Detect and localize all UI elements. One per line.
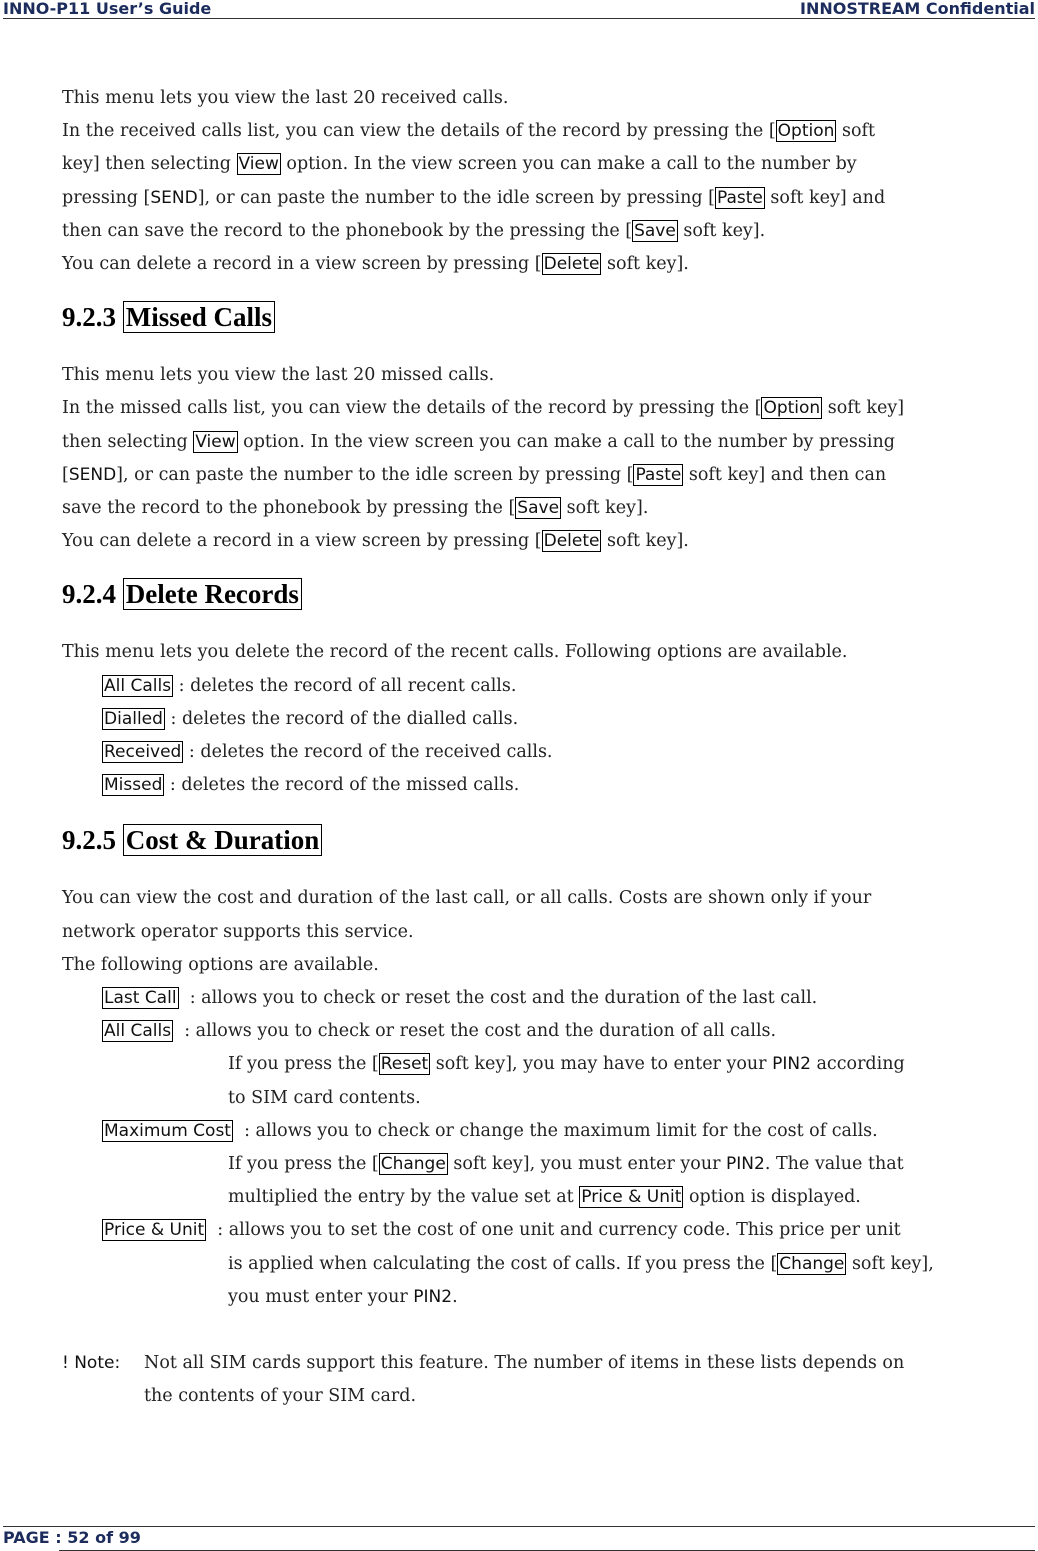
paragraph: save the record to the phonebook by pressing the [ Save soft key]. (62, 498, 649, 519)
price-unit-key: Price & Unit (581, 1187, 682, 1208)
paragraph: key] then selecting View option. In the view screen you can make a call to the number by (62, 154, 857, 175)
list-item: Price & Unit : allows you to set the cost of one unit and currency code. This price per unit (104, 1220, 901, 1241)
price-unit-key: Price & Unit (104, 1220, 205, 1241)
list-item: Missed : deletes the record of the missed calls. (104, 775, 520, 796)
option-key: Option (763, 398, 821, 419)
send-key: SEND (68, 464, 117, 485)
last-call-key: Last Call (104, 988, 177, 1009)
delete-records-section (62, 636, 1034, 802)
reset-key: Reset (380, 1054, 429, 1075)
page-content (62, 82, 1034, 1414)
save-key: Save (517, 498, 560, 519)
section-heading-missed-calls: 9.2.3 Missed Calls (62, 297, 1034, 337)
paragraph: [SEND], or can paste the number to the idle screen by pressing [ Paste soft key] and then can (62, 464, 887, 485)
list-item: All Calls : allows you to check or reset the cost and the duration of all calls. (104, 1021, 777, 1042)
paragraph: You can delete a record in a view screen by pressing [ Delete soft key]. (62, 254, 689, 275)
list-item: Dialled : deletes the record of the dialled calls. (104, 708, 519, 729)
paragraph: is applied when calculating the cost of calls. If you press the [ Change soft key], (228, 1253, 934, 1274)
list-item: Received : deletes the record of the received calls. (104, 742, 553, 763)
all-calls-key: All Calls (104, 1021, 172, 1042)
paste-key: Paste (635, 464, 682, 485)
section-heading-delete-records: 9.2.4 Delete Records (62, 574, 1034, 614)
paragraph: In the missed calls list, you can view the details of the record by pressing the [ Option soft key] (62, 398, 905, 419)
view-key: View (195, 431, 236, 452)
pin2-term: PIN2 (772, 1054, 811, 1075)
delete-key: Delete (543, 531, 600, 552)
paragraph: The following options are available. (62, 954, 379, 975)
paste-key: Paste (716, 187, 763, 208)
paragraph: In the received calls list, you can view the details of the record by pressing the [ Option soft (62, 121, 875, 142)
note-text: Not all SIM cards support this feature. The number of items in these lists depends on the contents of your SIM card. (144, 1353, 905, 1407)
paragraph: you must enter your PIN2. (228, 1286, 458, 1307)
page-footer (3, 1526, 1035, 1551)
paragraph: multiplied the entry by the value set at Price & Unit option is displayed. (228, 1187, 861, 1208)
paragraph: If you press the [ Change soft key], you must enter your PIN2. The value that (228, 1154, 904, 1175)
header-doc-title: INNO-P11 User’s Guide (3, 0, 212, 18)
note-label: ! Note: (62, 1353, 121, 1374)
maximum-cost-key: Maximum Cost (104, 1120, 231, 1141)
paragraph: then can save the record to the phonebook by the pressing the [ Save soft key]. (62, 220, 766, 241)
paragraph: network operator supports this service. (62, 921, 414, 942)
cost-duration-section (62, 882, 1034, 1314)
missed-calls-section (62, 359, 1034, 558)
header-confidential: INNOSTREAM Confidential (800, 0, 1035, 18)
note-block (62, 1347, 1034, 1413)
paragraph: If you press the [ Reset soft key], you may have to enter your PIN2 according (228, 1054, 905, 1075)
save-key: Save (634, 220, 676, 241)
change-key: Change (779, 1253, 845, 1274)
list-item: All Calls : deletes the record of all recent calls. (104, 675, 517, 696)
paragraph: You can view the cost and duration of the last call, or all calls. Costs are shown only if your (62, 888, 872, 909)
dialled-key: Dialled (104, 708, 163, 729)
view-key: View (238, 154, 279, 175)
section-heading-cost-duration: 9.2.5 Cost & Duration (62, 820, 1034, 860)
paragraph: You can delete a record in a view screen by pressing [ Delete soft key]. (62, 531, 689, 552)
pin2-term: PIN2 (413, 1286, 453, 1307)
option-key: Option (777, 121, 835, 142)
page-number: PAGE : 52 of 99 (3, 1528, 141, 1547)
pin2-term: PIN2 (726, 1154, 765, 1175)
paragraph: This menu lets you delete the record of the recent calls. Following options are available. (62, 642, 848, 663)
paragraph: This menu lets you view the last 20 missed calls. (62, 365, 495, 386)
list-item: Last Call : allows you to check or reset the cost and the duration of the last call. (104, 988, 818, 1009)
list-item: Maximum Cost : allows you to check or change the maximum limit for the cost of calls. (104, 1120, 878, 1141)
delete-key: Delete (543, 254, 600, 275)
missed-key: Missed (104, 775, 163, 796)
paragraph: to SIM card contents. (228, 1087, 421, 1108)
page-header (3, 0, 1035, 19)
paragraph: pressing [SEND], or can paste the number to the idle screen by pressing [ Paste soft key] and (62, 187, 886, 208)
received-key: Received (104, 742, 182, 763)
send-key: SEND (150, 187, 198, 208)
paragraph: then selecting View option. In the view screen you can make a call to the number by pressing (62, 431, 895, 452)
all-calls-key: All Calls (104, 675, 172, 696)
received-calls-section (62, 82, 1034, 281)
change-key: Change (380, 1154, 446, 1175)
paragraph: This menu lets you view the last 20 received calls. (62, 88, 509, 108)
